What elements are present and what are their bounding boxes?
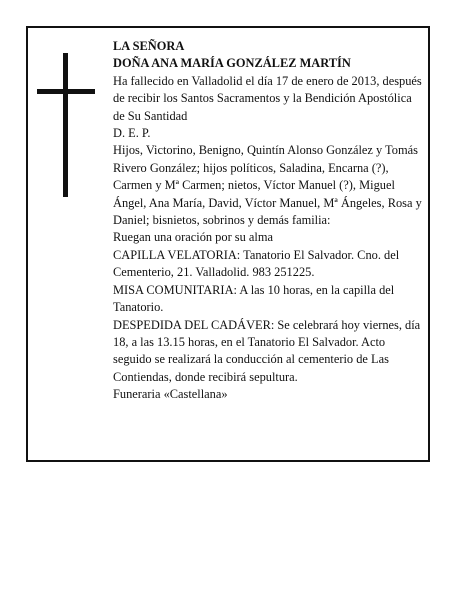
cross-vertical-bar [63, 53, 68, 197]
farewell-info: DESPEDIDA DEL CADÁVER: Se celebrará hoy viernes, día 18, a las 13.15 horas, en el Tanatorio El Salvador. Acto seguido se realizará la conducción al cementerio de Las Contiendas, donde recibirá sepultura. [113, 317, 421, 384]
family-list: Hijos, Victorino, Benigno, Quintín Alonso González y Tomás Rivero González; hijos políticos, Saladina, Encarna (?), Carmen y Mª Carmen; nietos, Víctor Manuel (?), Miguel Ángel, Ana María, David, Víctor Manuel, Mª Ángeles, Rosa y Daniel; bisnietos, sobrinos y demás familia: [113, 143, 422, 228]
prayer-request: Ruegan una oración por su alma [113, 230, 273, 245]
dep-line: D. E. P. [113, 126, 151, 141]
cross-horizontal-bar [37, 89, 95, 94]
mass-info: MISA COMUNITARIA: A las 10 horas, en la capilla del Tanatorio. [113, 282, 395, 315]
cross-icon [37, 53, 95, 197]
death-info: Ha fallecido en Valladolid el día 17 de enero de 2013, después de recibir los Santos Sacramentos y la Bendición Apostólica de Su Santidad [113, 73, 422, 123]
chapel-info: CAPILLA VELATORIA: Tanatorio El Salvador. Cno. del Cementerio, 21. Valladolid. 983 251225. [113, 247, 400, 280]
funeral-home: Funeraria «Castellana» [113, 387, 228, 402]
notice-text [113, 38, 425, 404]
deceased-name: DOÑA ANA MARÍA GONZÁLEZ MARTÍN [113, 56, 351, 71]
notice-title: LA SEÑORA [113, 39, 185, 53]
